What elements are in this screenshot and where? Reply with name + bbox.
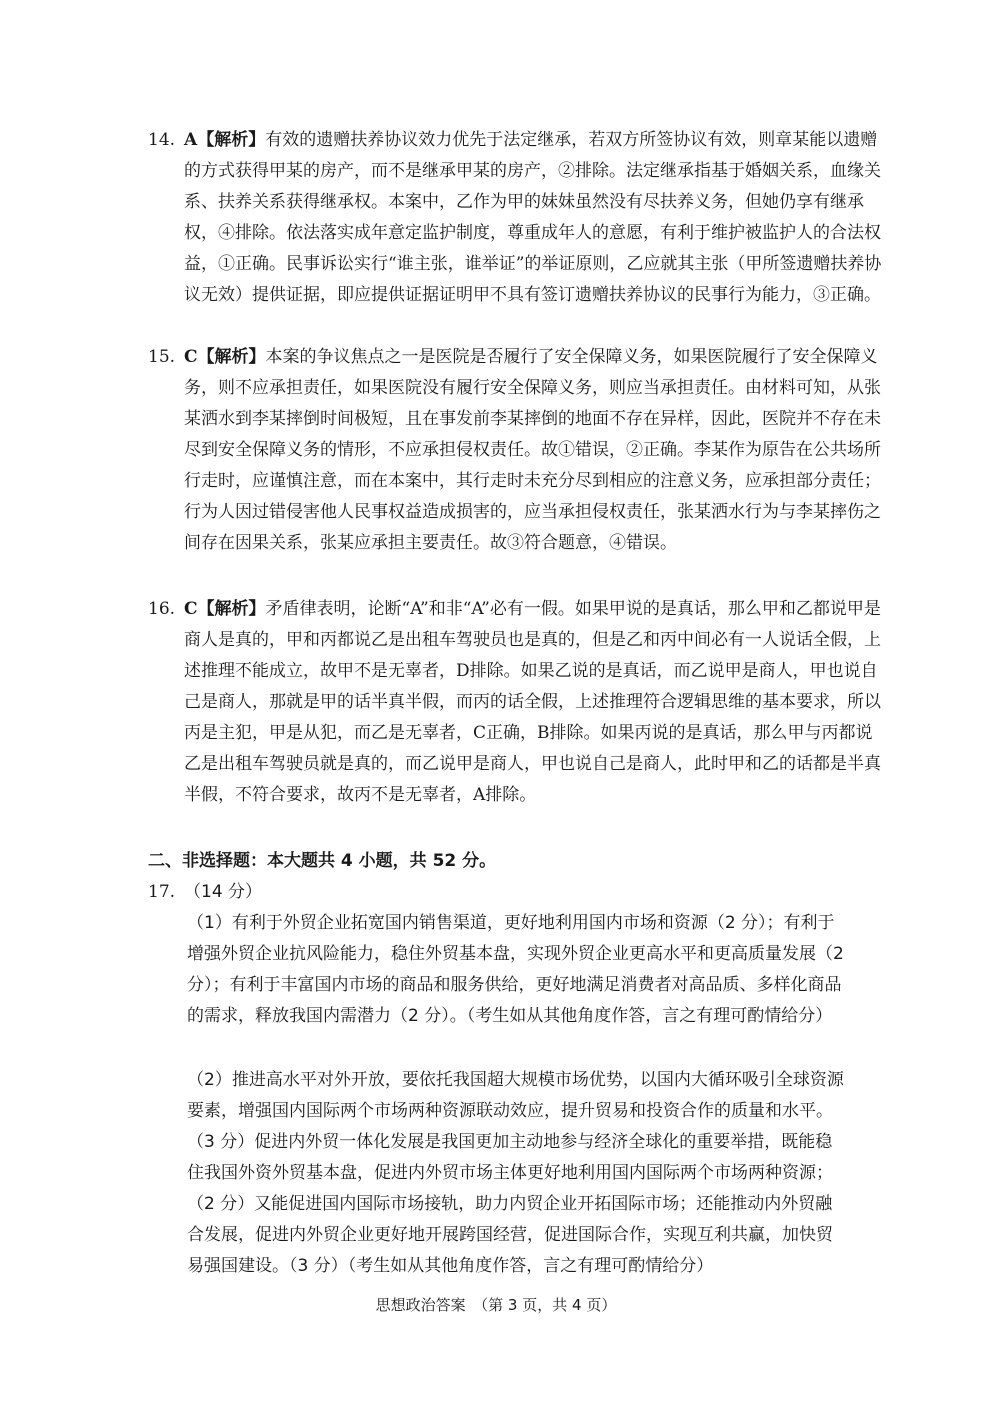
question-number: 17. xyxy=(148,882,176,902)
question-score: （14 分） xyxy=(184,882,263,902)
answer-key-tag: A【解析】 xyxy=(184,130,266,150)
answer-17-part-2: （2）推进高水平对外开放，要依托我国超大规模市场优势，以国内大循环吸引全球资源要素，增强国内国际两个市场两种资源联动效应，提升贸易和投资合作的质量和水平。（3 分）促进内外贸一体化发展是我国更加主动地参与经济全球化的重要举措，既能稳住我国外资外贸基本盘，促进内外贸市场主体更好地利用国内国际两个市场两种资源；（2 分）又能促进国内国际市场接轨，助力内贸企业开拓国际市场；还能推动内外贸融合发展，促进内外贸企业更好地开展跨国经营，促进国际合作，实现互利共赢，加快贸易强国建设。（3 分）（考生如从其他角度作答，言之有理可酌情给分） xyxy=(187,1070,844,1276)
answer-17-header xyxy=(148,877,848,908)
answer-key-tag: C【解析】 xyxy=(184,599,266,619)
answer-explanation: 矛盾律表明，论断“A”和非“A”必有一假。如果甲说的是真话，那么甲和乙都说甲是商人是真的，甲和丙都说乙是出租车驾驶员也是真的，但是乙和丙中间必有一人说话全假，上述推理不能成立，故甲不是无辜者，D排除。如果乙说的是真话，而乙说甲是商人，甲也说自己是商人，那就是甲的话半真半假，而丙的话全假，上述推理符合逻辑思维的基本要求，所以丙是主犯，甲是从犯，而乙是无辜者，C正确，B排除。如果丙说的是真话，那么甲与丙都说乙是出租车驾驶员就是真的，而乙说甲是商人，甲也说自己是商人，此时甲和乙的话都是半真半假，不符合要求，故丙不是无辜者，A排除。 xyxy=(184,599,881,805)
section-heading: 二、非选择题：本大题共 4 小题，共 52 分。 xyxy=(148,851,497,871)
question-number: 15. xyxy=(148,347,176,367)
page-footer: 思想政治答案 （第 3 页，共 4 页） xyxy=(375,1296,617,1314)
answer-16 xyxy=(148,594,884,811)
answer-explanation: 有效的遗赠扶养协议效力优先于法定继承，若双方所签协议有效，则章某能以遗赠的方式获得甲某的房产，而不是继承甲某的房产，②排除。法定继承指基于婚姻关系，血缘关系、扶养关系获得继承权。本案中，乙作为甲的妹妹虽然没有尽扶养义务，但她仍享有继承权，④排除。依法落实成年意定监护制度，尊重成年人的意愿，有利于维护被监护人的合法权益，①正确。民事诉讼实行“谁主张，谁举证”的举证原则，乙应就其主张（甲所签遗赠扶养协议无效）提供证据，即应提供证据证明甲不具有签订遗赠扶养协议的民事行为能力，③正确。 xyxy=(184,130,882,305)
answer-key-tag: C【解析】 xyxy=(184,347,266,367)
question-number: 16. xyxy=(148,599,176,619)
answer-explanation: 本案的争议焦点之一是医院是否履行了安全保障义务，如果医院履行了安全保障义务，则不应承担责任，如果医院没有履行安全保障义务，则应当承担责任。由材料可知，从张某洒水到李某摔倒时间极短，且在事发前李某摔倒的地面不存在异样，因此，医院并不存在未尽到安全保障义务的情形，不应承担侵权责任。故①错误，②正确。李某作为原告在公共场所行走时，应谨慎注意，而在本案中，其行走时未充分尽到相应的注意义务，应承担部分责任；行为人因过错侵害他人民事权益造成损害的，应当承担侵权责任，张某洒水行为与李某摔伤之间存在因果关系，张某应承担主要责任。故③符合题意，④错误。 xyxy=(184,347,881,553)
question-number: 14. xyxy=(148,130,176,150)
answer-15 xyxy=(148,342,884,559)
answer-14 xyxy=(148,125,884,311)
answer-17-part-1: （1）有利于外贸企业拓宽国内销售渠道，更好地利用国内市场和资源（2 分）；有利于增强外贸企业抗风险能力，稳住外贸基本盘，实现外贸企业更高水平和更高质量发展（2 分）；有利于丰富国内市场的商品和服务供给，更好地满足消费者对高品质、多样化商品的需求，释放我国内需潜力（2 分）。（考生如从其他角度作答，言之有理可酌情给分） xyxy=(187,913,844,1026)
